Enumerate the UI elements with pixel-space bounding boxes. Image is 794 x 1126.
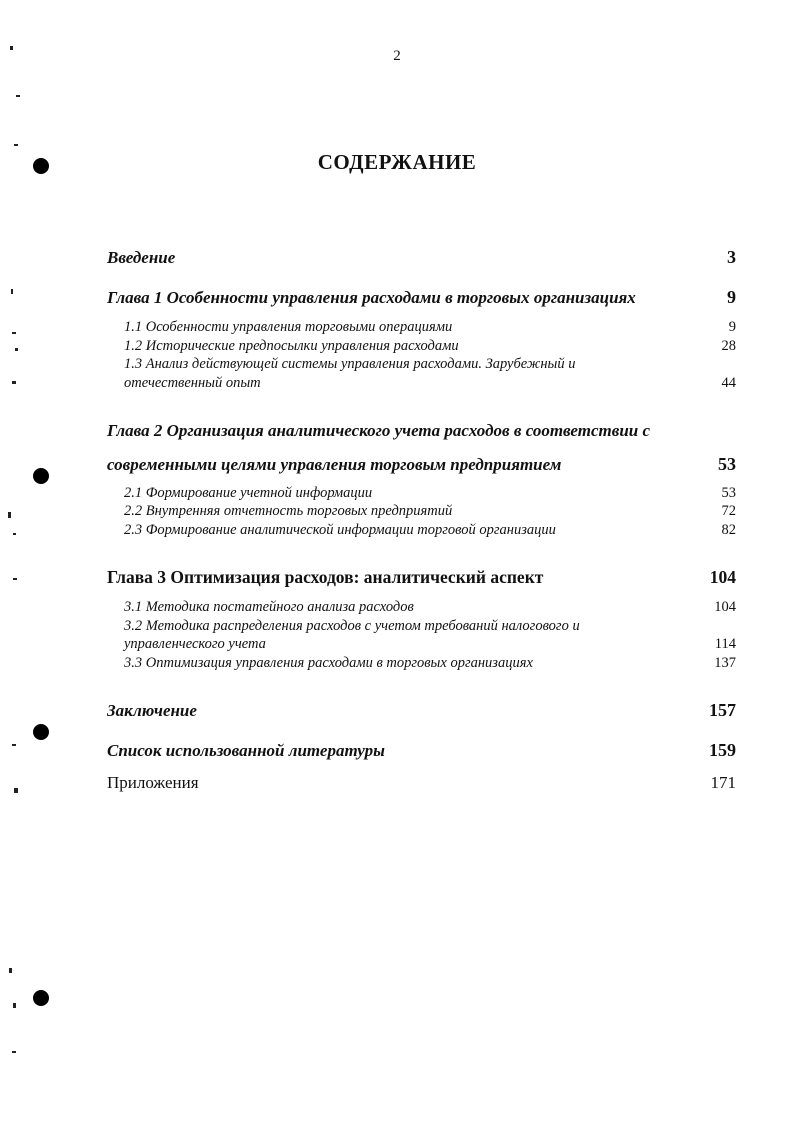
toc-label: Список использованной литературы bbox=[107, 741, 385, 760]
toc-label: Приложения bbox=[107, 773, 199, 792]
toc-page: 114 bbox=[714, 636, 736, 652]
toc-entry-chapter-2[interactable] bbox=[107, 454, 736, 475]
toc-label: Введение bbox=[107, 248, 176, 267]
toc-entry-2-1[interactable] bbox=[124, 485, 736, 502]
scan-speck bbox=[13, 578, 17, 580]
toc-label: 2.2 Внутренняя отчетность торговых предприятий bbox=[124, 503, 453, 519]
scan-speck bbox=[8, 512, 11, 518]
toc-page: 3 bbox=[727, 247, 736, 267]
punch-hole bbox=[33, 468, 49, 484]
toc-label: 1.1 Особенности управления торговыми операциями bbox=[124, 319, 453, 335]
toc-page: 171 bbox=[710, 773, 736, 792]
scan-speck bbox=[11, 289, 13, 294]
toc-entry-chapter-2-line1[interactable]: Глава 2 Организация аналитического учета расходов в соответствии с bbox=[107, 421, 651, 440]
toc-page: 137 bbox=[714, 655, 736, 671]
toc-label: современными целями управления торговым предприятием bbox=[107, 455, 562, 474]
punch-hole bbox=[33, 724, 49, 740]
toc-label: отечественный опыт bbox=[124, 375, 261, 391]
toc-page: 159 bbox=[709, 740, 736, 760]
toc-label: управленческого учета bbox=[124, 636, 266, 652]
toc-entry-1-1[interactable] bbox=[124, 319, 736, 336]
toc-page: 104 bbox=[714, 599, 736, 615]
toc-label: Глава 3 Оптимизация расходов: аналитический аспект bbox=[107, 567, 544, 587]
toc-entry-1-2[interactable] bbox=[124, 338, 736, 355]
scan-speck bbox=[16, 95, 20, 97]
toc-page: 82 bbox=[721, 522, 736, 538]
toc-entry-conclusion[interactable] bbox=[107, 700, 736, 721]
toc-label: 3.3 Оптимизация управления расходами в торговых организациях bbox=[124, 655, 533, 671]
toc-page: 53 bbox=[721, 485, 736, 501]
toc-page: 104 bbox=[709, 567, 736, 587]
toc-entry-chapter-1[interactable] bbox=[107, 287, 736, 308]
toc-entry-references[interactable] bbox=[107, 740, 736, 761]
scan-speck bbox=[9, 968, 12, 973]
scan-speck bbox=[12, 332, 16, 334]
toc-page: 44 bbox=[721, 375, 736, 391]
page-number: 2 bbox=[393, 48, 401, 64]
toc-page: 157 bbox=[709, 700, 736, 720]
toc-page: 9 bbox=[727, 287, 736, 307]
toc-entry-1-3[interactable] bbox=[124, 375, 736, 392]
toc-entry-3-1[interactable] bbox=[124, 599, 736, 616]
toc-label: 2.1 Формирование учетной информации bbox=[124, 485, 373, 501]
toc-label: Глава 1 Особенности управления расходами в торговых организациях bbox=[107, 288, 636, 307]
toc-entry-chapter-3[interactable] bbox=[107, 567, 736, 588]
punch-hole bbox=[33, 990, 49, 1006]
toc-label: 1.2 Исторические предпосылки управления расходами bbox=[124, 338, 459, 354]
toc-entry-intro[interactable] bbox=[107, 247, 736, 268]
toc-entry-3-2-line1[interactable]: 3.2 Методика распределения расходов с учетом требований налогового и bbox=[124, 618, 580, 634]
scan-speck bbox=[15, 348, 18, 351]
page-title: СОДЕРЖАНИЕ bbox=[317, 150, 477, 174]
toc-page: 28 bbox=[721, 338, 736, 354]
toc-entry-1-3-line1[interactable]: 1.3 Анализ действующей системы управления расходами. Зарубежный и bbox=[124, 356, 576, 372]
toc-label: Заключение bbox=[107, 701, 197, 720]
toc-page: 53 bbox=[718, 454, 736, 474]
toc-entry-2-2[interactable] bbox=[124, 503, 736, 520]
scan-speck bbox=[13, 533, 16, 535]
toc-label: 2.3 Формирование аналитической информации торговой организации bbox=[124, 522, 556, 538]
toc-page: 72 bbox=[721, 503, 736, 519]
scan-speck bbox=[12, 1051, 16, 1053]
toc-entry-2-3[interactable] bbox=[124, 522, 736, 539]
toc-page: 9 bbox=[728, 319, 736, 335]
toc-label: 3.1 Методика постатейного анализа расходов bbox=[124, 599, 414, 615]
scan-speck bbox=[14, 144, 18, 146]
scan-speck bbox=[14, 788, 18, 793]
toc-entry-3-2[interactable] bbox=[124, 636, 736, 653]
scan-speck bbox=[12, 744, 16, 746]
toc-entry-3-3[interactable] bbox=[124, 655, 736, 672]
toc-entry-appendix[interactable] bbox=[107, 773, 736, 793]
scan-speck bbox=[13, 1003, 16, 1008]
scan-speck bbox=[12, 381, 16, 384]
